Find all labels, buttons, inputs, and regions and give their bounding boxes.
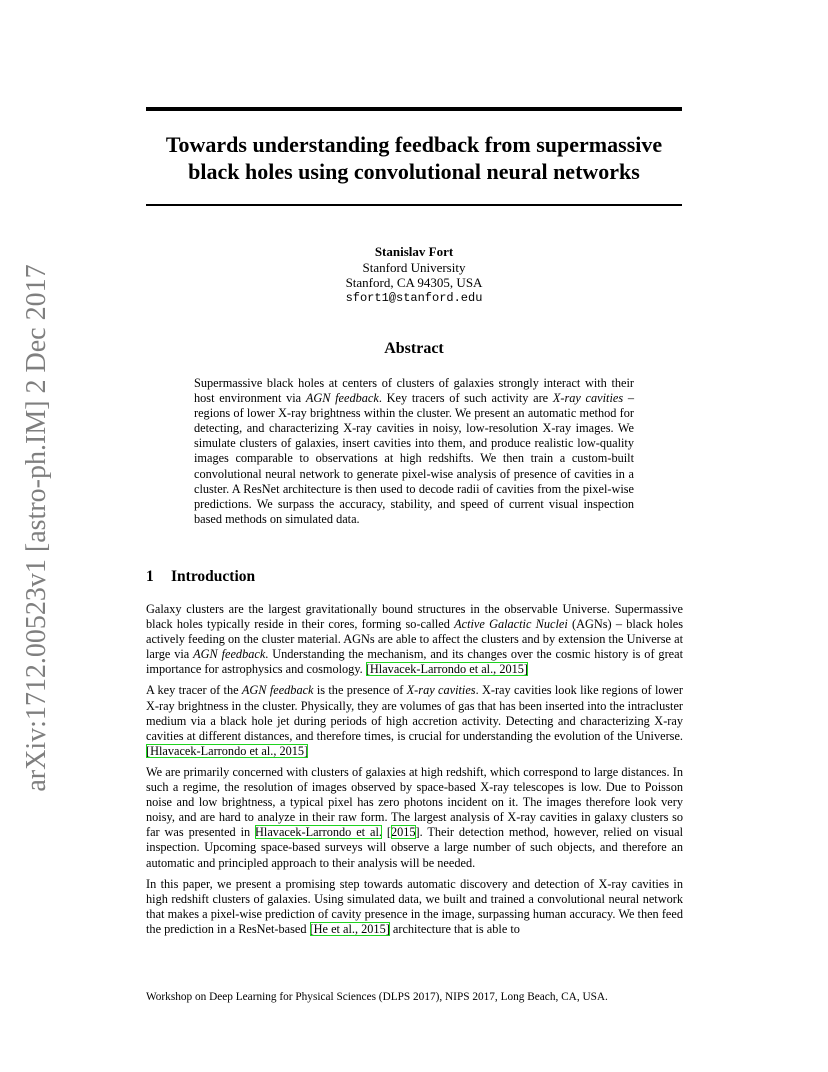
- paragraph-3: [146, 765, 683, 871]
- paragraph-text: A key tracer of the: [146, 683, 242, 698]
- paragraph-text: is the presence of: [313, 683, 407, 698]
- author-block: [146, 244, 682, 306]
- footer-note: Workshop on Deep Learning for Physical Sciences (DLPS 2017), NIPS 2017, Long Beach, CA, USA.: [146, 991, 608, 1003]
- citation-year-link[interactable]: 2015: [390, 825, 416, 840]
- section-title: Introduction: [171, 568, 256, 585]
- paragraph-text: We are primarily concerned with clusters of galaxies at high redshift, which correspond to large distances. In such a regime, the resolution of images observed by space-based X-ray telescopes is low. Due to Poisson noise and low brightness, a typical pixel has zero photons incident on it. The images therefore look very noisy, and are hard to analyze in their raw form. The largest analysis of X-ray cavities in galaxy clusters so far was presented in: [146, 764, 683, 840]
- author-name: Stanislav Fort: [374, 244, 454, 259]
- abstract-emphasis: X-ray cavities: [552, 391, 624, 406]
- paragraph-text: [: [381, 825, 391, 840]
- paragraph-text: In this paper, we present a promising step towards automatic discovery and detection of X-ray cavities in high redshift clusters of galaxies. Using simulated data, we built and trained a convolutional neural network that makes a pixel-wise prediction of cavity presence in the image, surpassing human accuracy. We then feed the prediction in a ResNet-based: [146, 876, 683, 936]
- author-email[interactable]: sfort1@stanford.edu: [345, 290, 483, 305]
- author-affiliation: Stanford University: [362, 259, 466, 275]
- emphasis: X-ray cavities: [406, 683, 476, 698]
- citation-link[interactable]: [Hlavacek-Larrondo et al., 2015]: [146, 743, 309, 758]
- paragraph-1: [146, 602, 683, 677]
- title-top-rule: [146, 107, 682, 111]
- citation-link[interactable]: [He et al., 2015]: [309, 921, 390, 936]
- abstract-text: [194, 376, 634, 527]
- paragraph-text: . Understanding the mechanism, and its changes over the cosmic history is of great importance for astrophysics and cosmology.: [146, 647, 683, 677]
- introduction-body: [146, 602, 683, 943]
- section-number: 1: [146, 568, 154, 585]
- abstract-emphasis: AGN feedback: [305, 391, 379, 406]
- paragraph-text: Galaxy clusters are the largest gravitationally bound structures in the observable Universe. Supermassive black holes typically reside in their cores, forming so-called: [146, 602, 683, 632]
- abstract-text-segment: Supermassive black holes at centers of clusters of galaxies strongly interact with their host environment via: [194, 376, 634, 406]
- paragraph-text: ]. Their detection method, however, relied on visual inspection. Upcoming space-based surveys will observe a large number of such objects, and therefore an automatic and principled approach to their analysis will be needed.: [146, 825, 683, 870]
- section-heading-introduction: [146, 568, 255, 586]
- arxiv-stamp: arXiv:1712.00523v1 [astro-ph.IM] 2 Dec 2017: [21, 264, 52, 792]
- author-address: Stanford, CA 94305, USA: [345, 275, 483, 290]
- citation-link[interactable]: [Hlavacek-Larrondo et al., 2015]: [365, 662, 529, 677]
- paper-title: Towards understanding feedback from supermassive black holes using convolutional neural networks: [165, 132, 663, 184]
- abstract-heading: Abstract: [384, 340, 444, 357]
- citation-link[interactable]: Hlavacek-Larrondo et al.: [255, 825, 382, 840]
- emphasis: AGN feedback: [193, 647, 266, 662]
- paragraph-4: [146, 877, 683, 937]
- emphasis: Active Galactic Nuclei: [454, 617, 568, 632]
- title-bottom-rule: [146, 204, 682, 206]
- paragraph-text: . X-ray cavities look like regions of lower X-ray brightness in the cluster. Physically, they are volumes of gas that has been inserted into the intracluster medium via a black hole jet during periods of high accretion activity. Detecting and characterizing X-ray cavities at different distances, and therefore times, is crucial for understanding the evolution of the Universe.: [146, 683, 683, 743]
- abstract-text-segment: – regions of lower X-ray brightness within the cluster. We present an automatic method for detecting, and characterizing X-ray cavities in noisy, low-resolution X-ray images. We simulate clusters of galaxies, insert cavities into them, and produce realistic low-quality images comparable to observations at high redshifts. We then train a custom-built convolutional neural network to generate pixel-wise analysis of presence of cavities in a cluster. A ResNet architecture is then used to decode radii of cavities from the pixel-wise predictions. We surpass the accuracy, stability, and speed of current visual inspection based methods on simulated data.: [194, 391, 634, 526]
- abstract-text-segment: . Key tracers of such activity are: [378, 391, 553, 406]
- paragraph-text: architecture that is able to: [389, 921, 520, 936]
- paragraph-text: (AGNs) – black holes actively feeding on the cluster material. AGNs are able to affect the clusters and by extension the Universe at large via: [146, 617, 684, 662]
- emphasis: AGN feedback: [241, 683, 314, 698]
- paragraph-2: [146, 683, 683, 758]
